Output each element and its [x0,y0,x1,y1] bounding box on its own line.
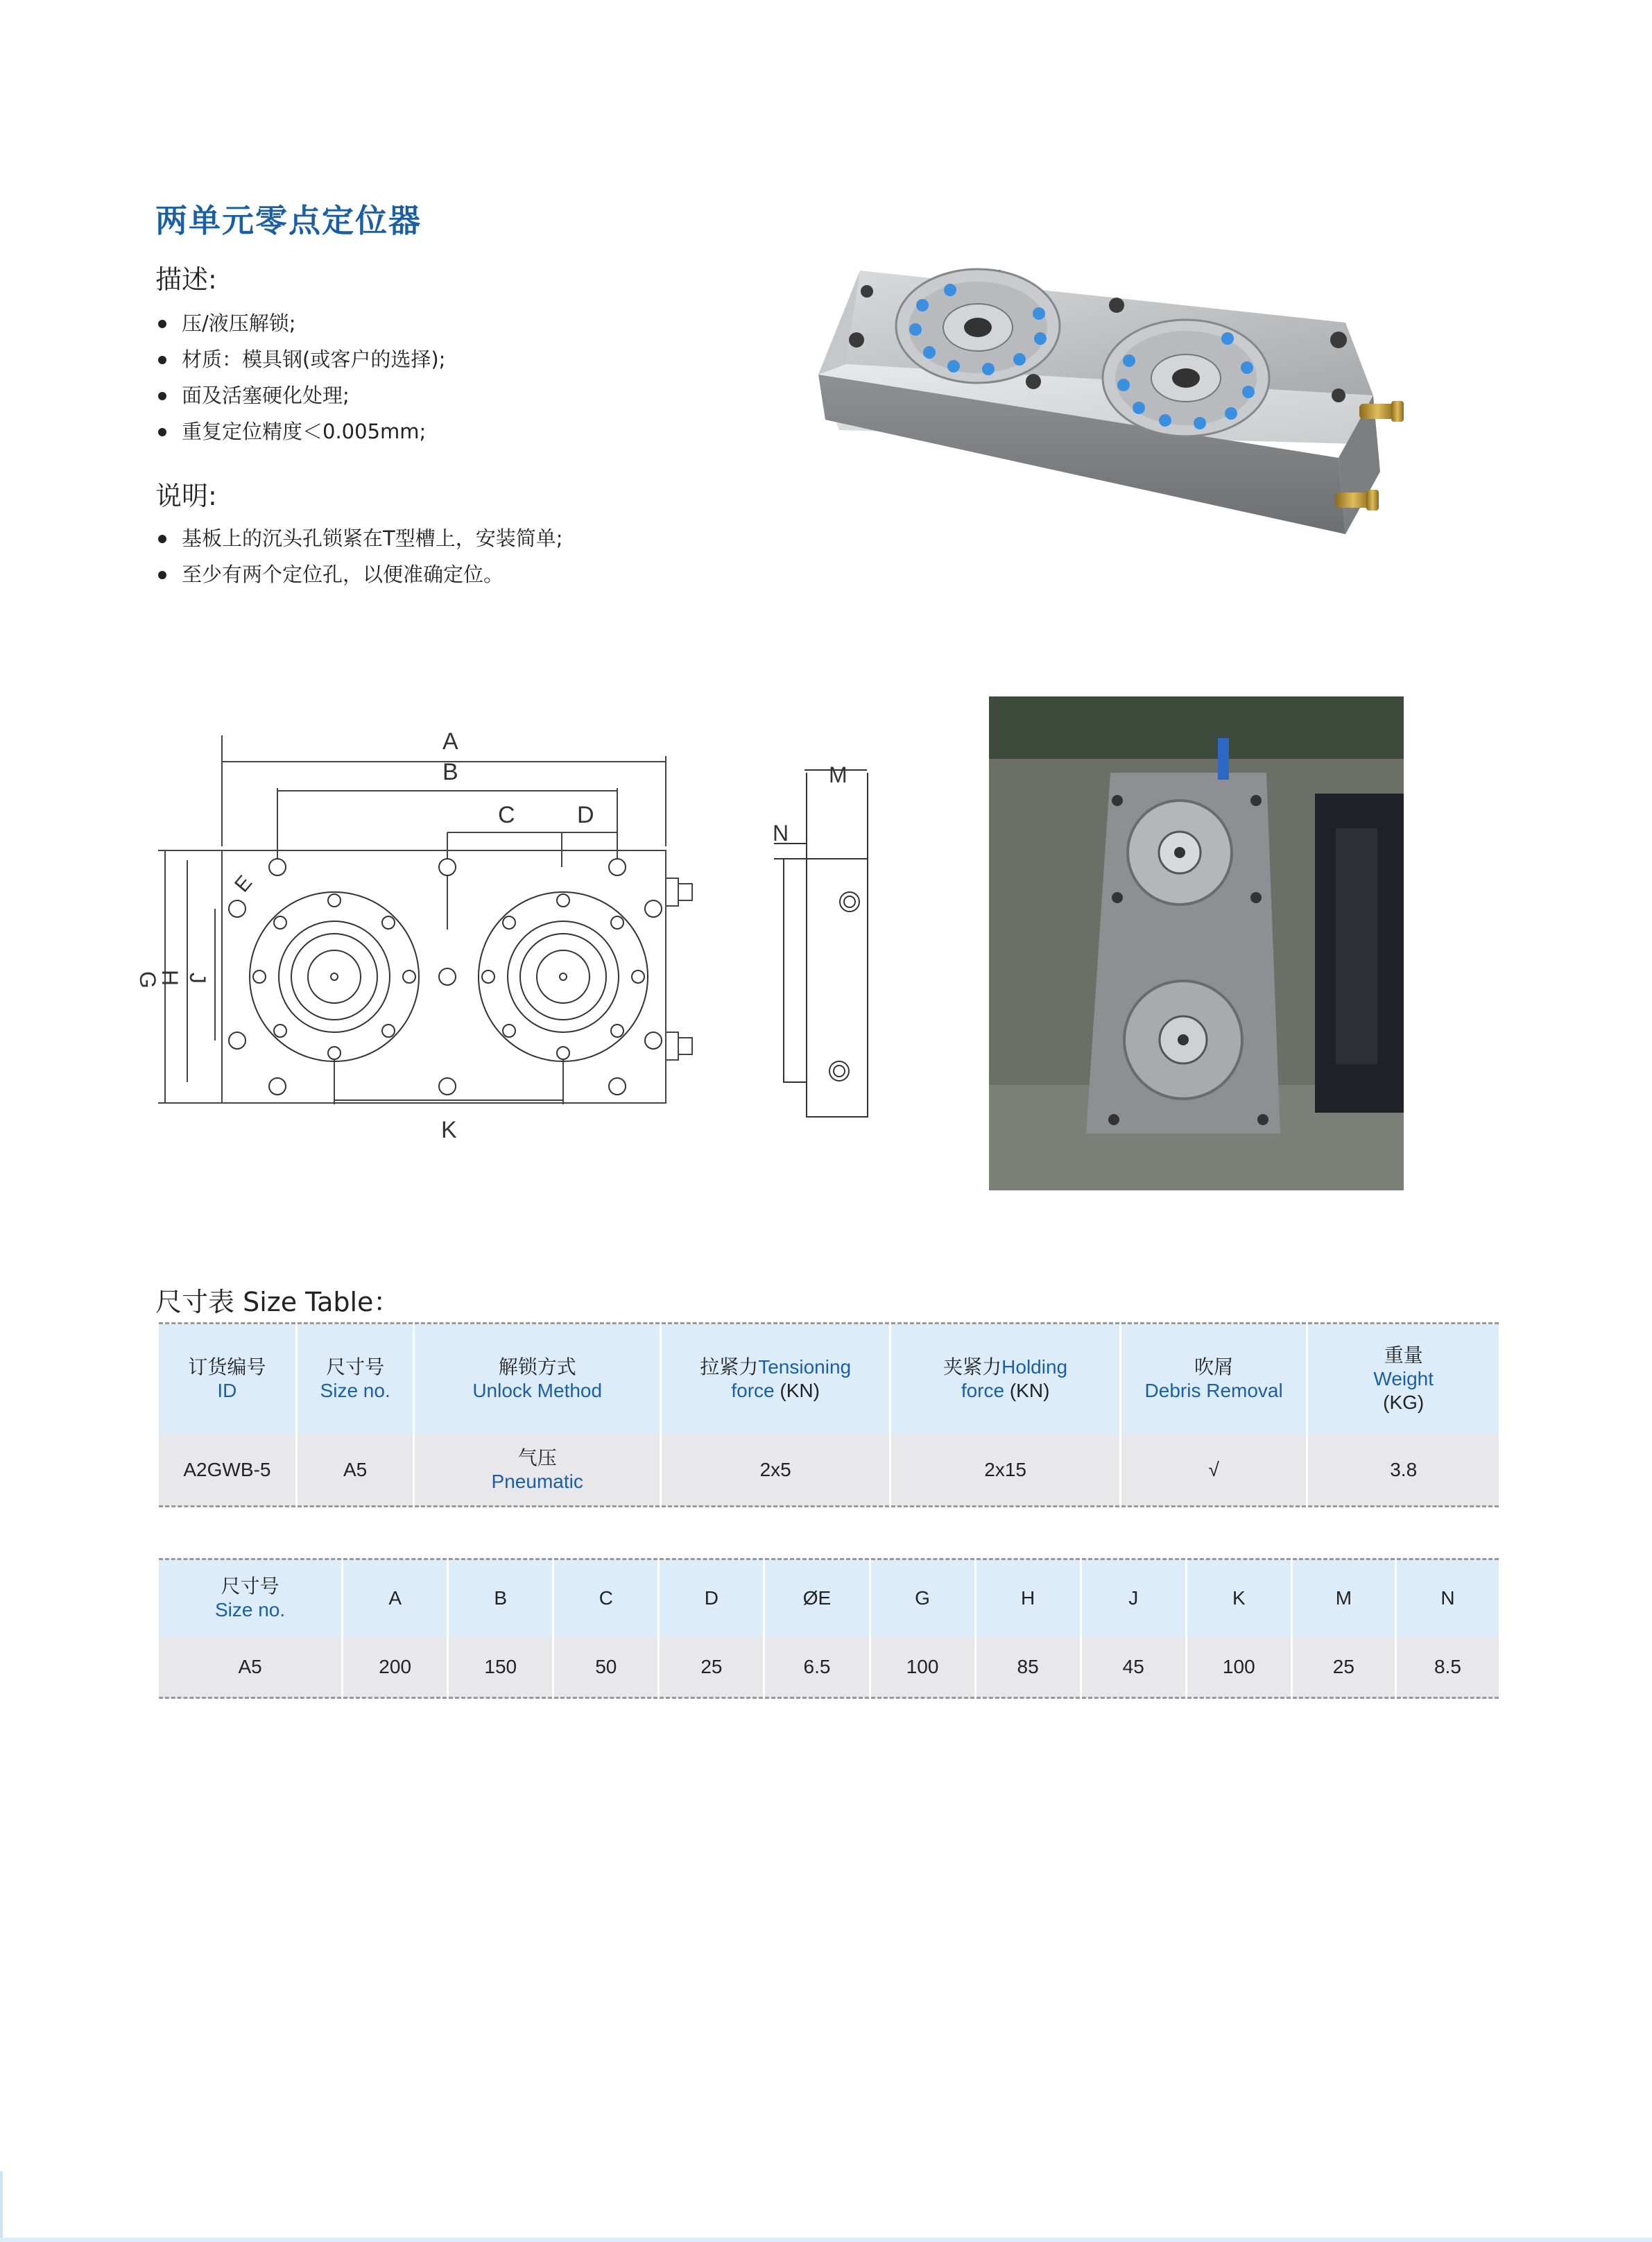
description-heading: 描述: [155,264,217,295]
list-item: 基板上的沉头孔锁紧在T型槽上，安装简单; [155,520,563,556]
header-cell: A [343,1559,448,1637]
label-h: H [157,970,182,986]
header-cell: 尺寸号 Size no. [296,1324,414,1435]
header-cell: 拉紧力Tensioning force (KN) [660,1324,890,1435]
label-b: B [442,759,458,785]
header-cell: C [553,1559,659,1637]
header-cell: 尺寸号 Size no. [158,1559,343,1637]
table-header-row [158,1559,1500,1637]
size-table-heading: 尺寸表 Size Table： [155,1287,400,1317]
cell-holding: 2x15 [890,1435,1120,1507]
label-n: N [773,821,789,846]
cell-debris: √ [1120,1435,1307,1507]
cell-size: A5 [158,1637,343,1698]
table-cell: 200 [343,1637,448,1698]
label-j: J [185,973,210,984]
label-d: D [577,802,594,828]
front-view-drawing [118,721,742,1145]
notes-heading: 说明: [155,481,217,511]
cell-size: A5 [296,1435,414,1507]
table-cell: 100 [870,1637,975,1698]
table-row [158,1637,1500,1698]
table-cell: 6.5 [764,1637,870,1698]
size-table [157,1322,1501,1507]
header-cell: H [975,1559,1081,1637]
table-cell: 150 [448,1637,553,1698]
table-cell: 25 [659,1637,764,1698]
page-edge-accent [0,2171,3,2242]
table-cell: 100 [1186,1637,1291,1698]
header-cell: B [448,1559,553,1637]
side-view-drawing [749,756,888,1131]
cell-id: A2GWB-5 [158,1435,297,1507]
label-g: G [135,971,160,989]
table-cell: 8.5 [1395,1637,1499,1698]
table-row [158,1435,1500,1507]
page-title: 两单元零点定位器 [155,202,422,239]
header-cell: K [1186,1559,1291,1637]
header-cell: 解锁方式 Unlock Method [414,1324,660,1435]
installation-photo [989,696,1404,1190]
header-cell: 订货编号 ID [158,1324,297,1435]
table-cell: 25 [1291,1637,1395,1698]
header-cell: 吹屑 Debris Removal [1120,1324,1307,1435]
header-cell: ØE [764,1559,870,1637]
list-item: 至少有两个定位孔，以便准确定位。 [155,556,563,592]
list-item: 材质：模具钢(或客户的选择); [155,341,445,377]
description-list [155,305,445,450]
page-bottom-rule [0,2238,1652,2242]
list-item: 面及活塞硬化处理; [155,377,445,413]
cell-weight: 3.8 [1307,1435,1500,1507]
table-cell: 50 [553,1637,659,1698]
label-m: M [829,762,847,787]
label-k: K [441,1117,457,1143]
table-cell: 85 [975,1637,1081,1698]
notes-list [155,520,563,592]
table-cell: 45 [1081,1637,1186,1698]
header-cell: J [1081,1559,1186,1637]
label-a: A [442,728,458,755]
header-cell: M [1291,1559,1395,1637]
product-image [811,250,1408,548]
list-item: 重复定位精度＜0.005mm; [155,413,445,450]
table-header-row [158,1324,1500,1435]
list-item: 压/液压解锁; [155,305,445,341]
label-e: E [230,871,257,897]
header-cell: 重量 Weight (KG) [1307,1324,1500,1435]
dimension-table [157,1558,1501,1699]
header-cell: D [659,1559,764,1637]
header-cell: 夹紧力Holding force (KN) [890,1324,1120,1435]
header-cell: N [1395,1559,1499,1637]
header-cell: G [870,1559,975,1637]
cell-unlock: 气压 Pneumatic [414,1435,660,1507]
cell-tension: 2x5 [660,1435,890,1507]
label-c: C [498,802,515,828]
